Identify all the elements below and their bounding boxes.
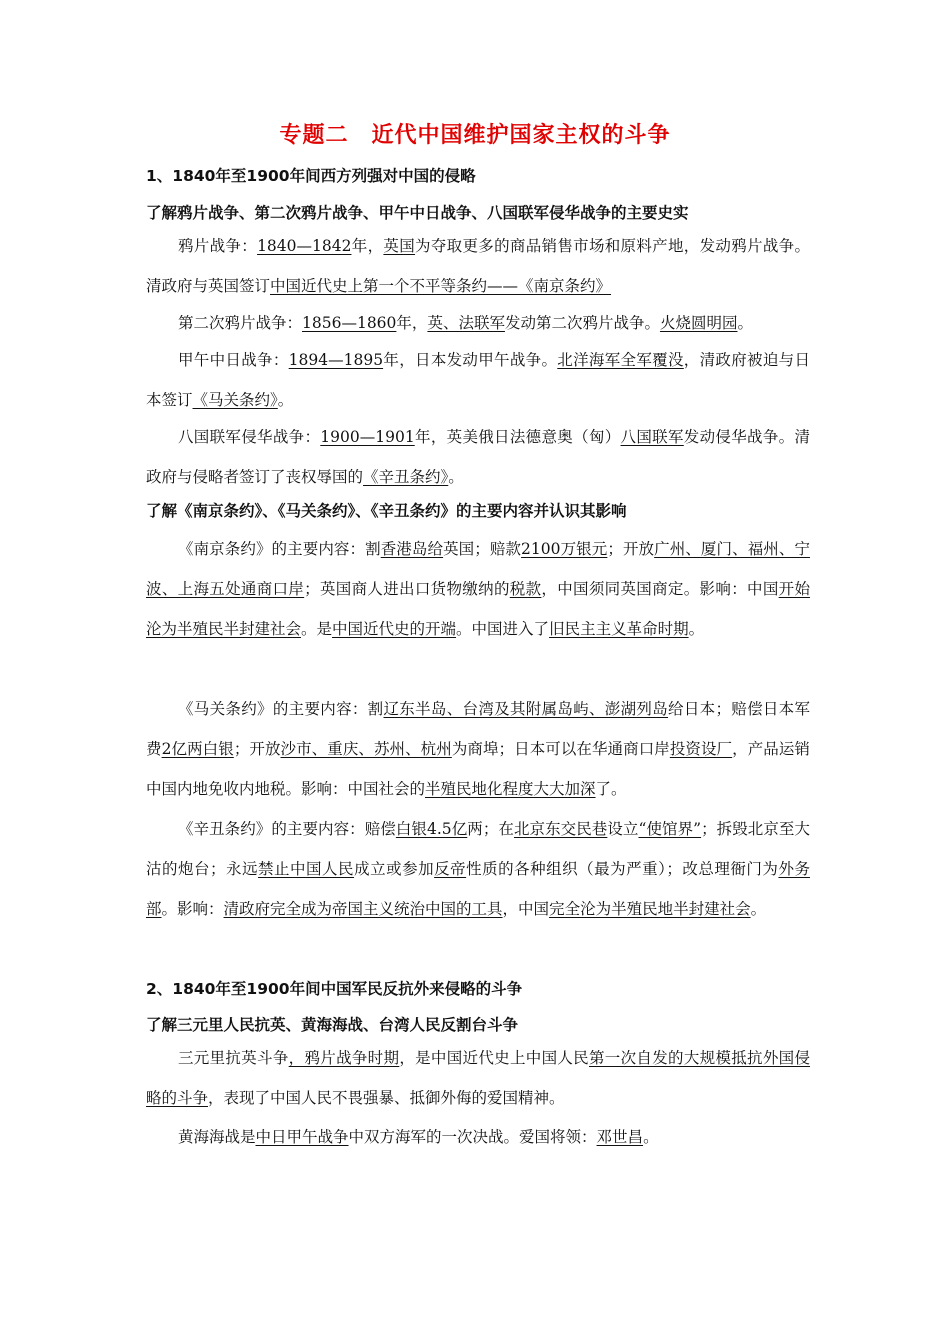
text-run: 英国；赔款 — [443, 540, 522, 558]
text-run: 为夺取更多的商品销售市场和原料产地，发动鸦片战争。清政府与英国签订 — [146, 237, 810, 295]
subsection-heading-wars: 了解鸦片战争、第二次鸦片战争、甲午中日战争、八国联军侵华战争的主要史实 — [146, 204, 689, 222]
paragraph-sino-japanese-war — [146, 340, 810, 420]
text-run: 给日本；赔偿日本军费 — [146, 700, 810, 758]
paragraph-opium-war — [146, 226, 810, 306]
underlined-key-point: 投资设厂 — [669, 740, 733, 758]
text-run: 。 — [643, 1128, 659, 1146]
text-run: 《马关条约》的主要内容：割 — [178, 700, 384, 718]
text-run: 。中国进入了 — [456, 620, 550, 638]
underlined-key-point: 开始沦为半殖民半封建社会 — [146, 580, 810, 638]
underlined-key-point: 半殖民地化程度大大加深 — [425, 780, 596, 798]
text-run: ，中国须同英国商定。影响：中国 — [541, 580, 779, 598]
paragraph-eight-nation-alliance — [146, 417, 810, 497]
text-run: 了。 — [595, 780, 627, 798]
underlined-key-point: 香港岛给 — [380, 540, 444, 558]
text-run: ；英国商人进出口货物缴纳的 — [304, 580, 510, 598]
text-run: 成立或参加 — [354, 860, 435, 878]
text-run: 黄海海战是 — [178, 1128, 256, 1146]
paragraph-sanyuanli — [146, 1038, 810, 1118]
underlined-key-point: 清政府完全成为帝国主义统治中国的工具 — [223, 900, 503, 918]
text-run: 八国联军侵华战争： — [178, 428, 321, 446]
text-run: 性质的各种组织（最为严重）；改总理衙门为 — [466, 860, 779, 878]
text-run: 鸦片战争： — [178, 237, 258, 255]
text-run: 。 — [448, 468, 464, 486]
text-run: 《南京条约》的主要内容：割 — [178, 540, 381, 558]
section-heading-1: 1、1840年至1900年间西方列强对中国的侵略 — [146, 167, 476, 185]
underlined-key-point: 辽东半岛、台湾及其附属岛屿、澎湖列岛 — [383, 700, 669, 718]
text-run: 为商埠；日本可以在华通商口岸 — [451, 740, 670, 758]
underlined-key-point: 外务部 — [146, 860, 810, 918]
text-run: 年，英美俄日法德意奥（匈） — [414, 428, 621, 446]
underlined-key-point: 1840—1842 — [257, 237, 352, 255]
paragraph-boxer-protocol — [146, 809, 810, 929]
underlined-key-point: 沙市、重庆、苏州、杭州 — [280, 740, 452, 758]
text-run: ；拆毁北京至大沽的炮台；永远 — [146, 820, 810, 878]
underlined-key-point: 白银4.5亿 — [395, 820, 468, 838]
underlined-key-point: 税款 — [509, 580, 542, 598]
subsection-heading-treaties: 了解《南京条约》、《马关条约》、《辛丑条约》的主要内容并认识其影响 — [146, 502, 627, 520]
text-run: 三元里抗英斗争 — [178, 1049, 289, 1067]
text-run: 发动第二次鸦片战争。 — [504, 314, 660, 332]
text-run: 。影响： — [161, 900, 224, 918]
underlined-key-point: 旧民主主义革命时期 — [549, 620, 689, 638]
paragraph-nanjing-treaty — [146, 529, 810, 649]
underlined-key-point: 《马关条约》 — [192, 391, 278, 409]
underlined-key-point: 2100万银元 — [521, 540, 608, 558]
underlined-key-point: 中国近代史上第一个不平等条约——《南京条约》 — [270, 277, 612, 295]
text-run: ，中国 — [502, 900, 550, 918]
text-run: ；开放 — [233, 740, 281, 758]
text-run: ，表现了中国人民不畏强暴、抵御外侮的爱国精神。 — [208, 1089, 565, 1107]
paragraph-shimonoseki-treaty — [146, 689, 810, 809]
section-heading-2: 2、1840年至1900年间中国军民反抗外来侵略的斗争 — [146, 980, 523, 998]
text-run: 。 — [750, 900, 767, 918]
paragraph-second-opium-war — [146, 303, 810, 343]
underlined-key-point: 《辛丑条约》 — [363, 468, 449, 486]
underlined-key-point: 第一次自发的大规模抵抗外国侵略的斗争 — [146, 1049, 810, 1107]
underlined-key-point: 北京东交民巷 — [513, 820, 608, 838]
underlined-key-point: 反帝 — [434, 860, 467, 878]
underlined-key-point: 邓世昌 — [596, 1128, 644, 1146]
text-run: 中双方海军的一次决战。爱国将领： — [348, 1128, 597, 1146]
underlined-key-point: 广州、厦门、福州、宁波、上海五处通商口岸 — [146, 540, 810, 598]
text-run: 。 — [737, 314, 753, 332]
underlined-key-point: 八国联军 — [620, 428, 684, 446]
paragraph-yellow-sea-battle — [146, 1117, 810, 1157]
subsection-heading-resistance: 了解三元里人民抗英、黄海海战、台湾人民反割台斗争 — [146, 1016, 519, 1034]
text-run: ，是中国近代史上中国人民 — [399, 1049, 589, 1067]
page-title: 专题二 近代中国维护国家主权的斗争 — [279, 123, 671, 148]
underlined-key-point: 完全沦为半殖民地半封建社会 — [549, 900, 751, 918]
underlined-key-point: 北洋海军全军覆没 — [557, 351, 684, 369]
text-run: 。 — [277, 391, 294, 409]
underlined-key-point: 1900—1901 — [320, 428, 415, 446]
text-run: 发动侵华战争。清政府与侵略者签订了丧权辱国的 — [146, 428, 810, 486]
text-run: 两；在 — [467, 820, 514, 838]
underlined-key-point: 火烧圆明园 — [659, 314, 738, 332]
text-run: 。 — [688, 620, 705, 638]
underlined-key-point: 英、法联军 — [427, 314, 505, 332]
text-run: 甲午中日战争： — [178, 351, 289, 369]
underlined-key-point: 英国 — [383, 237, 416, 255]
underlined-key-point: 1856—1860 — [302, 314, 397, 332]
underlined-key-point: ，鸦片战争时期 — [288, 1049, 400, 1067]
text-run: 《辛丑条约》的主要内容：赔偿 — [178, 820, 396, 838]
underlined-key-point: 2亿两白银 — [161, 740, 234, 758]
underlined-key-point: 中国近代史的开端 — [332, 620, 457, 638]
text-run: ；开放 — [607, 540, 655, 558]
text-run: ，产品运销中国内地免收内地税。影响：中国社会的 — [146, 740, 810, 798]
text-run: 第二次鸦片战争： — [178, 314, 303, 332]
underlined-key-point: 1894—1895 — [288, 351, 384, 369]
text-run: 设立 — [607, 820, 639, 838]
underlined-key-point: 禁止中国人民 — [258, 860, 355, 878]
text-run: 年， — [351, 237, 384, 255]
text-run: 年， — [396, 314, 428, 332]
underlined-key-point: 中日甲午战争 — [255, 1128, 349, 1146]
text-run: 。是 — [301, 620, 333, 638]
underlined-key-point: “使馆界” — [638, 820, 702, 838]
text-run: 年，日本发动甲午战争。 — [383, 351, 558, 369]
text-run: ，清政府被迫与日本签订 — [146, 351, 810, 409]
